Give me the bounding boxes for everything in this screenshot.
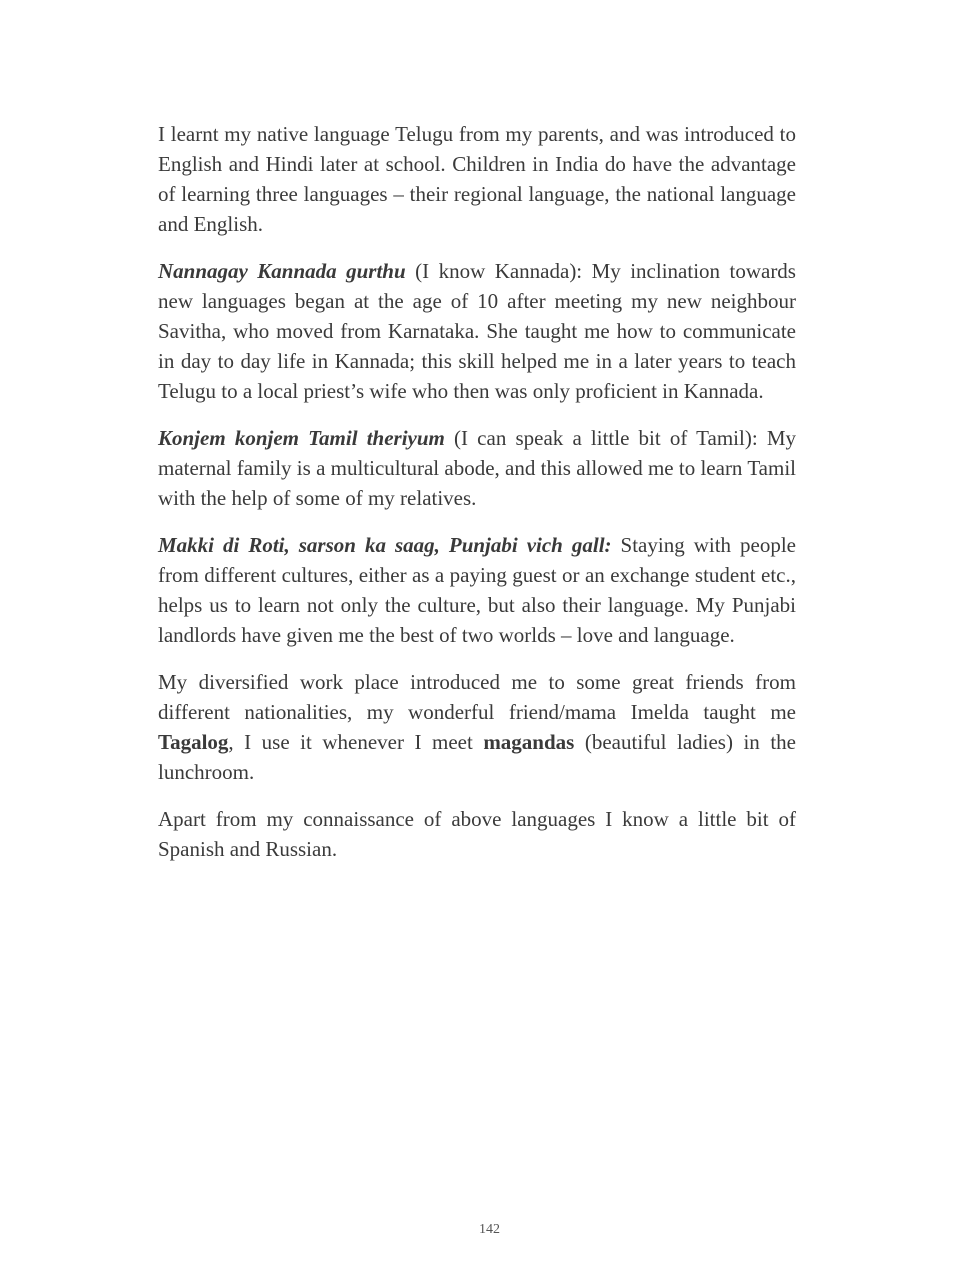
paragraph-lead-phrase: Makki di Roti, sarson ka saag, Punjabi vich gall: — [158, 533, 612, 557]
paragraph-text: I learnt my native language Telugu from my parents, and was introduced to English and Hindi later at school. Children in India do have the advantage of learning three languages – their regional language, the national language and English. — [158, 122, 796, 236]
paragraph-text: (I know Kannada): My inclination towards new languages began at the age of 10 after meeting my new neighbour Savitha, who moved from Karnataka. She taught me how to communicate in day to day life in Kannada; this skill helped me in a later years to teach Telugu to a local priest’s wife who then was only proficient in Kannada. — [158, 259, 796, 403]
bold-term-magandas: magandas — [483, 730, 575, 754]
page-body — [158, 119, 796, 881]
paragraph-text: , I use it whenever I meet — [228, 730, 484, 754]
paragraph-tamil — [158, 423, 796, 513]
bold-term-tagalog: Tagalog — [158, 730, 229, 754]
paragraph-text: My diversified work place introduced me to some great friends from different nationalities, my wonderful friend/mama Imelda taught me — [158, 670, 796, 724]
paragraph-text: Apart from my connaissance of above languages I know a little bit of Spanish and Russian. — [158, 807, 796, 861]
paragraph-text: (beautiful ladies) in the lunchroom. — [158, 730, 796, 784]
paragraph-lead-phrase: Nannagay Kannada gurthu — [158, 259, 406, 283]
paragraph-text: Staying with people from different cultures, either as a paying guest or an exchange student etc., helps us to learn not only the culture, but also their language. My Punjabi landlords have given me the best of two worlds – love and language. — [158, 533, 796, 647]
paragraph-other-languages — [158, 804, 796, 864]
paragraph-punjabi — [158, 530, 796, 650]
paragraph-kannada — [158, 256, 796, 406]
page-number: 142 — [479, 1222, 500, 1237]
paragraph-lead-phrase: Konjem konjem Tamil theriyum — [158, 426, 445, 450]
paragraph-telugu — [158, 119, 796, 239]
paragraph-text: (I can speak a little bit of Tamil): My maternal family is a multicultural abode, and this allowed me to learn Tamil with the help of some of my relatives. — [158, 426, 796, 510]
paragraph-tagalog — [158, 667, 796, 787]
